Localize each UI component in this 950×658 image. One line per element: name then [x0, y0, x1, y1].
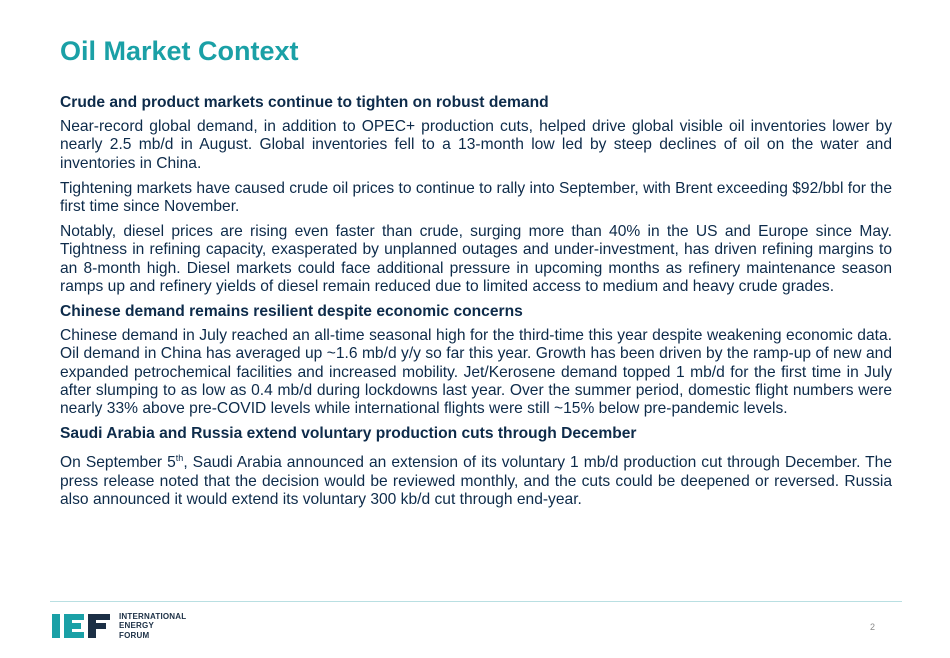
ief-logo [52, 610, 186, 642]
footer-divider [50, 601, 902, 602]
paragraph-inventories: Near-record global demand, in addition to OPEC+ production cuts, helped drive global visible oil inventories lower by nearly 2.5 mb/d in August. Global inventories fell to a 13-month low led by steep declines of oil on the water and inventories in China. [60, 118, 892, 172]
logo-line-energy: ENERGY [119, 621, 154, 631]
paragraph-text-start: On September 5 [60, 454, 176, 472]
section-heading-production-cuts: Saudi Arabia and Russia extend voluntary production cuts through December [60, 425, 637, 443]
ief-logo-wordmark [119, 612, 186, 641]
ief-logo-mark [52, 612, 114, 640]
ief-logo-icon [52, 612, 114, 640]
paragraph-production-cuts [60, 449, 892, 509]
logo-line-international: INTERNATIONAL [119, 611, 187, 621]
ordinal-suffix: th [175, 453, 184, 464]
section-heading-chinese-demand: Chinese demand remains resilient despite economic concerns [60, 303, 523, 321]
paragraph-china: Chinese demand in July reached an all-time seasonal high for the third-time this year despite weakening economic data. Oil demand in China has averaged up ~1.6 mb/d y/y so far this year. Growth has been driven by the ramp-up of new and expanded petrochemical facilities and increased mobility. Jet/Kerosene demand topped 1 mb/d for the first time in July after slumping to as low as 0.4 mb/d during lockdowns last year. Over the summer period, domestic flight numbers were nearly 33% above pre-COVID levels while international flights were still ~15% below pre-pandemic levels. [60, 327, 892, 418]
paragraph-diesel: Notably, diesel prices are rising even faster than crude, surging more than 40% in the US and Europe since May. Tightness in refining capacity, exasperated by unplanned outages and under-investment, has driven refining margins to an 8-month high. Diesel markets could face additional pressure in upcoming months as refinery maintenance season ramps up and refinery yields of diesel remain reduced due to limited access to medium and heavy crude grades. [60, 223, 892, 295]
section-heading-crude-markets: Crude and product markets continue to tighten on robust demand [60, 94, 549, 111]
logo-line-forum: FORUM [119, 630, 150, 640]
slide-title: Oil Market Context [60, 36, 299, 66]
paragraph-text-end: , Saudi Arabia announced an extension of its voluntary 1 mb/d production cut through December. The press release noted that the decision would be reviewed monthly, and the cuts could be deepened or reversed. Russia also announced it would extend its voluntary 300 kb/d cut through end-year. [60, 454, 893, 509]
slide-body [60, 94, 892, 516]
page-number: 2 [870, 622, 876, 632]
paragraph-crude-prices: Tightening markets have caused crude oil prices to continue to rally into September, with Brent exceeding $92/bbl for the first time since November. [60, 179, 892, 216]
